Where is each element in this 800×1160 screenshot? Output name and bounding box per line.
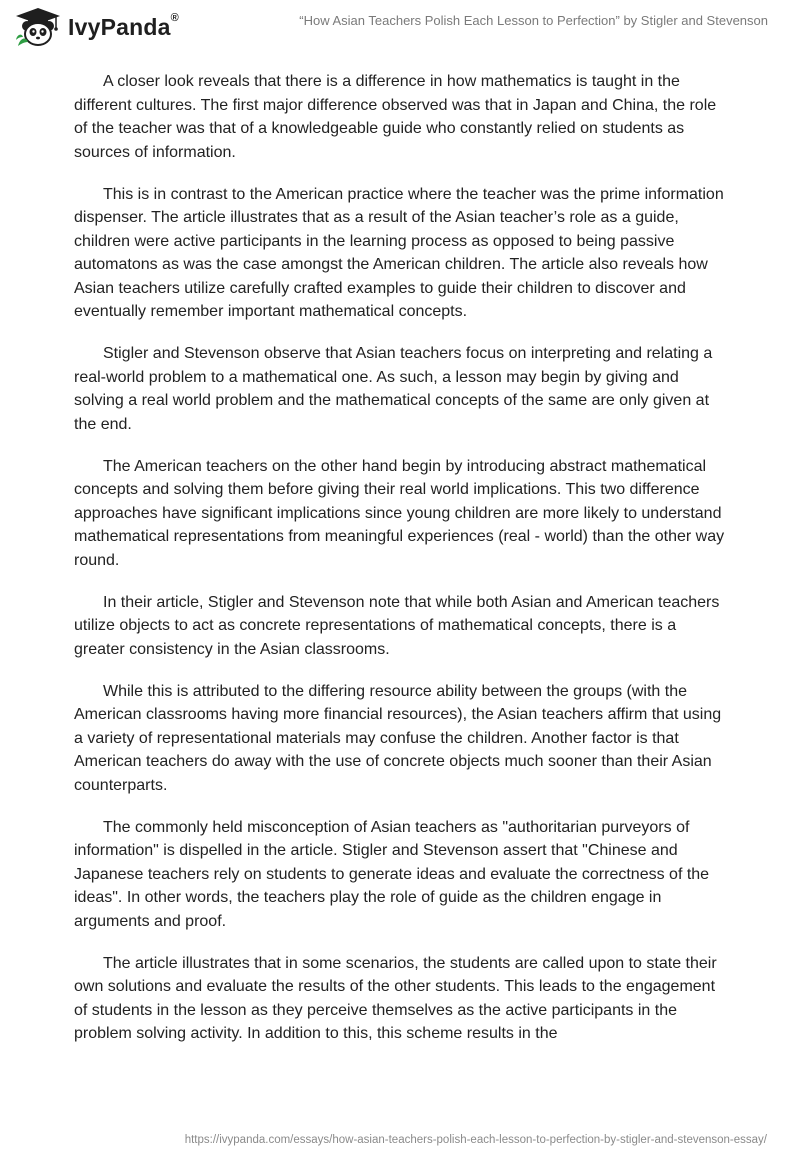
paragraph: Stigler and Stevenson observe that Asian teachers focus on interpreting and relating a real-world problem to a mathematical one. As such, a lesson may begin by giving and solving a real world problem and the mathematical concepts of the same are only given at the end. [74,345,713,433]
paragraph: The American teachers on the other hand begin by introducing abstract mathematical concepts and solving them before giving their real world implications. This two difference approaches have significant implications since young children are more likely to understand mathematical representations from meaningful experiences (real - world) than the other way round. [74,457,725,569]
logo-text: IvyPanda [68,13,171,40]
panda-graduate-icon [14,6,62,48]
paragraph: The article illustrates that in some scenarios, the students are called upon to state their own solutions and evaluate the results of the other students. This leads to the engagement of students in the lesson as they perceive themselves as the active participants in the problem solving activity. In addition to this, this scheme results in the [74,954,717,1042]
paragraph: This is in contrast to the American practice where the teacher was the prime information dispenser. The article illustrates that as a result of the Asian teacher’s role as a guide, children were active participants in the learning process as opposed to being passive automatons as was the case amongst the American children. The article also reveals how Asian teachers utilize carefully crafted examples to guide their children to discover and eventually remember important mathematical concepts. [74,185,724,320]
footer-url[interactable]: https://ivypanda.com/essays/how-asian-teachers-polish-each-lesson-to-perfection-by-stigler-and-stevenson-essay/ [184,1134,767,1146]
paragraph: The commonly held misconception of Asian teachers as "authoritarian purveyors of information" is dispelled in the article. Stigler and Stevenson assert that "Chinese and Japanese teachers rely on students to generate ideas and evaluate the correctness of the ideas". In other words, the teachers play the role of guide as the children engage in arguments and proof. [74,818,710,930]
essay-body [74,70,728,1064]
page-header [0,0,800,60]
registered-mark: ® [170,11,179,24]
paragraph: While this is attributed to the differing resource ability between the groups (with the American classrooms having more financial resources), the Asian teachers affirm that using a variety of representational materials may confuse the children. Another factor is that American teachers do away with the use of concrete objects much sooner than their Asian counterparts. [74,682,722,794]
paragraph: In their article, Stigler and Stevenson note that while both Asian and American teachers utilize objects to act as concrete representations of mathematical concepts, there is a greater consistency in the Asian classrooms. [74,593,720,658]
logo-wordmark [68,11,179,41]
paragraph: A closer look reveals that there is a difference in how mathematics is taught in the different cultures. The first major difference observed was that in Japan and China, the role of the teacher was that of a knowledgeable guide who constantly relied on students as sources of information. [74,73,717,161]
document-title: “How Asian Teachers Polish Each Lesson to Perfection” by Stigler and Stevenson [299,13,768,28]
ivypanda-logo[interactable] [14,6,179,48]
